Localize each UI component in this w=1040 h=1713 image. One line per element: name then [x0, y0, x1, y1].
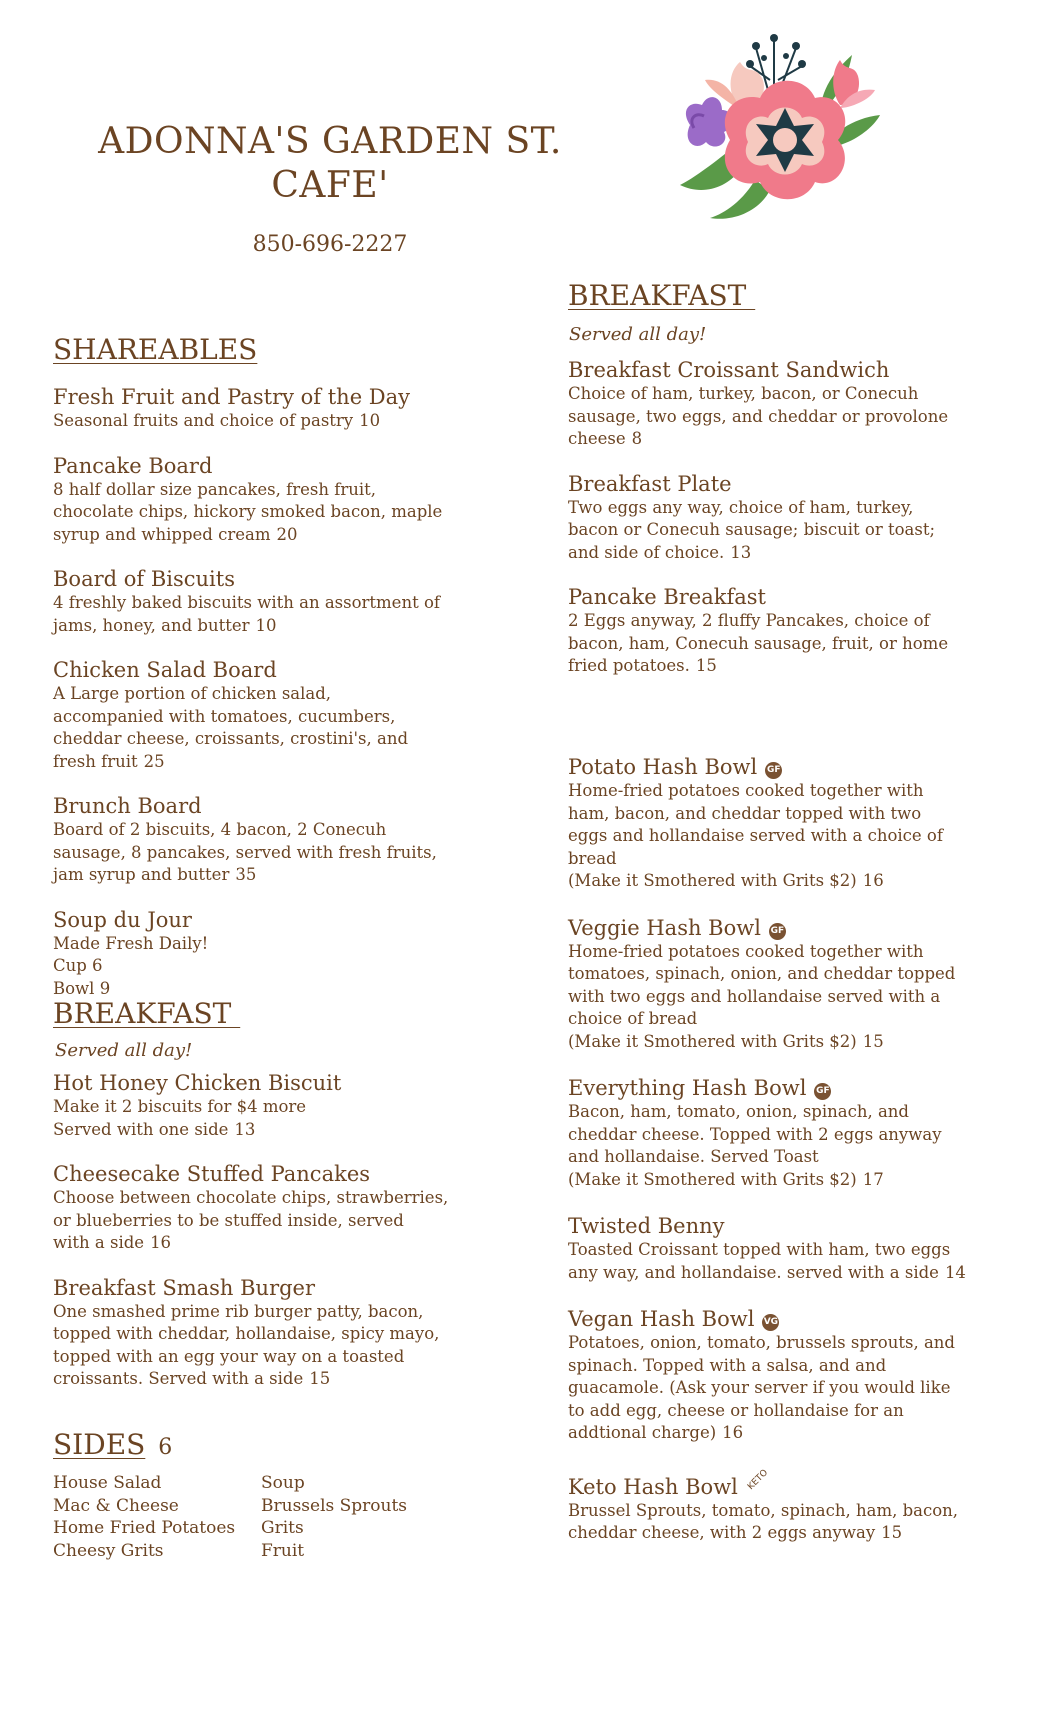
menu-item-price: 8 — [631, 429, 643, 448]
description-text: Seasonal fruits and choice of pastry — [53, 411, 354, 430]
shareables-list — [53, 384, 483, 1020]
menu-item-name-row — [53, 566, 483, 592]
menu-item-name: Breakfast Plate — [568, 471, 732, 496]
menu-item-name: Breakfast Croissant Sandwich — [568, 358, 890, 382]
description-line — [568, 1522, 998, 1545]
description-text: to add egg, cheese or hollandaise for an — [568, 1400, 904, 1420]
menu-item-price: 13 — [730, 542, 752, 562]
description-text: Home-fried potatoes cooked together with — [568, 941, 924, 961]
description-text: eggs and hollandaise served with a choice of — [568, 826, 943, 845]
menu-item — [53, 1161, 483, 1255]
menu-item — [53, 566, 483, 637]
description-text: Bacon, ham, tomato, onion, spinach, and — [568, 1102, 909, 1121]
description-line — [568, 963, 998, 986]
gluten-free-badge-icon: GF — [765, 762, 782, 779]
shareables-heading: SHAREABLES — [53, 333, 258, 366]
description-text: Choose between chocolate chips, strawberries, — [53, 1188, 449, 1207]
menu-item-description — [53, 1187, 483, 1255]
description-text: Board of 2 biscuits, 4 bacon, 2 Conecuh — [53, 820, 387, 839]
description-text: (Make it Smothered with Grits $2) — [568, 1169, 857, 1189]
description-text: cheese — [568, 429, 626, 448]
menu-item-price: 35 — [235, 865, 257, 884]
breakfast-left-subheading: Served all day! — [55, 1040, 193, 1061]
menu-item-name: Keto Hash Bowl — [568, 1474, 738, 1499]
description-text: topped with an egg your way on a toasted — [53, 1346, 405, 1366]
description-line — [53, 1210, 483, 1233]
side-item: Cheesy Grits — [53, 1540, 164, 1561]
description-text: choice of bread — [568, 1009, 698, 1028]
description-line — [53, 1187, 483, 1210]
side-item: Grits — [261, 1518, 304, 1538]
description-text: bacon, ham, Conecuh sausage, fruit, or home — [568, 633, 949, 653]
description-line — [53, 864, 483, 887]
menu-item-name-row — [53, 1275, 483, 1301]
description-line — [53, 751, 483, 774]
description-text: or blueberries to be stuffed inside, served — [53, 1210, 404, 1230]
breakfast-right-subheading: Served all day! — [569, 324, 707, 345]
menu-item-price: 17 — [862, 1169, 884, 1189]
vegan-badge-icon: VG — [762, 1314, 779, 1331]
description-line — [568, 1355, 998, 1378]
menu-item-price: 10 — [359, 411, 381, 430]
description-text: chocolate chips, hickory smoked bacon, maple — [53, 502, 443, 521]
menu-item — [53, 1070, 483, 1141]
description-text: 8 half dollar size pancakes, fresh fruit, — [53, 479, 376, 499]
description-line — [568, 1008, 998, 1031]
cafe-title — [60, 120, 600, 208]
menu-item-name-row — [568, 1075, 998, 1101]
description-text: and hollandaise. Served Toast — [568, 1147, 819, 1166]
description-line — [53, 706, 483, 729]
menu-item — [568, 1467, 998, 1545]
description-line — [53, 1323, 483, 1346]
description-text: any way, and hollandaise. served with a side — [568, 1262, 939, 1282]
description-line — [568, 1101, 998, 1124]
description-line — [53, 615, 483, 638]
menu-item-name: Board of Biscuits — [53, 567, 235, 591]
description-line — [568, 986, 998, 1009]
description-text: topped with cheddar, hollandaise, spicy mayo, — [53, 1324, 440, 1343]
description-line — [568, 542, 998, 565]
description-line — [53, 842, 483, 865]
description-text: sausage, two eggs, and cheddar or provolone — [568, 406, 949, 426]
menu-item-price: 15 — [862, 1031, 884, 1051]
breakfast-left-list — [53, 1070, 483, 1411]
menu-item-description — [53, 1096, 483, 1141]
description-line — [53, 524, 483, 547]
description-text: with a side — [53, 1233, 145, 1252]
menu-item-description — [53, 1301, 483, 1391]
menu-item — [53, 453, 483, 547]
menu-item-name: Soup du Jour — [53, 907, 192, 932]
menu-item-price: 16 — [150, 1233, 172, 1252]
description-text: bacon or Conecuh sausage; biscuit or toast; — [568, 520, 936, 539]
sides-heading: SIDES — [53, 1428, 146, 1461]
description-line — [53, 1096, 483, 1119]
description-line — [53, 592, 483, 615]
menu-item-price: 14 — [944, 1262, 966, 1282]
description-text: with two eggs and hollandaise served with a — [568, 986, 941, 1006]
menu-item-description — [53, 410, 483, 433]
description-line — [53, 1301, 483, 1324]
description-line — [53, 479, 483, 502]
menu-item-name: Hot Honey Chicken Biscuit — [53, 1071, 342, 1095]
description-text: cheddar cheese. Topped with 2 eggs anyway — [568, 1124, 942, 1144]
menu-item-price: 16 — [722, 1423, 744, 1442]
side-item: Soup — [261, 1473, 305, 1493]
gluten-free-badge-icon: GF — [769, 923, 786, 940]
description-text: Home-fried potatoes cooked together with — [568, 781, 924, 800]
description-line — [568, 1169, 998, 1192]
description-line — [568, 406, 998, 429]
description-line — [53, 728, 483, 751]
menu-item — [53, 384, 483, 433]
description-text: and side of choice. — [568, 542, 725, 562]
menu-item-description — [568, 383, 998, 451]
menu-item — [53, 657, 483, 773]
menu-item-description — [568, 1332, 998, 1445]
description-text: addtional charge) — [568, 1423, 717, 1442]
menu-item-description — [568, 1101, 998, 1191]
description-line — [568, 610, 998, 633]
menu-item-description — [568, 1239, 998, 1284]
description-text: 2 Eggs anyway, 2 fluffy Pancakes, choice of — [568, 611, 930, 630]
description-text: (Make it Smothered with Grits $2) — [568, 1031, 857, 1051]
menu-item — [568, 584, 998, 678]
description-text: Bowl 9 — [53, 978, 111, 998]
cafe-title-line-1: ADONNA'S GARDEN ST. — [98, 121, 562, 162]
description-line — [53, 1119, 483, 1142]
description-text: Made Fresh Daily! — [53, 933, 209, 953]
description-text: Served with one side — [53, 1119, 229, 1139]
description-line — [53, 933, 483, 956]
description-text: spinach. Topped with a salsa, and and — [568, 1355, 887, 1375]
description-line — [53, 410, 483, 433]
menu-item-description — [53, 479, 483, 547]
description-text: fried potatoes. — [568, 656, 690, 675]
menu-item-name: Brunch Board — [53, 794, 202, 818]
description-text: Cup 6 — [53, 956, 103, 975]
side-item: Fruit — [261, 1540, 305, 1561]
description-text: A Large portion of chicken salad, — [53, 684, 332, 703]
side-item: House Salad — [53, 1473, 162, 1493]
description-text: Make it 2 biscuits for $4 more — [53, 1097, 307, 1116]
description-text: jams, honey, and butter — [53, 615, 250, 635]
menu-item-name: Chicken Salad Board — [53, 658, 277, 682]
description-line — [568, 1400, 998, 1423]
sides-price: 6 — [158, 1435, 173, 1460]
menu-item — [568, 915, 998, 1054]
sides-heading-row — [53, 1428, 172, 1461]
menu-item-name-row — [568, 471, 998, 497]
menu-item-name: Breakfast Smash Burger — [53, 1275, 316, 1300]
description-text: ham, bacon, and cheddar topped with two — [568, 803, 922, 823]
description-line — [53, 1346, 483, 1369]
menu-item — [53, 907, 483, 1001]
breakfast-right-list-1 — [568, 357, 998, 698]
menu-item-price: 15 — [309, 1369, 331, 1388]
description-line — [568, 1422, 998, 1445]
menu-item-name: Pancake Board — [53, 453, 213, 478]
menu-item-name: Fresh Fruit and Pastry of the Day — [53, 385, 411, 409]
description-text: Brussel Sprouts, tomato, spinach, ham, bacon, — [568, 1500, 959, 1520]
menu-item-name-row — [568, 357, 998, 383]
description-line — [568, 1146, 998, 1169]
menu-item-name: Pancake Breakfast — [568, 585, 766, 609]
menu-item-name-row — [53, 1161, 483, 1187]
description-line — [568, 803, 998, 826]
description-text: jam syrup and butter — [53, 865, 230, 884]
menu-item-name: Potato Hash Bowl — [568, 755, 758, 779]
menu-item-price: 10 — [255, 615, 277, 635]
description-line — [568, 870, 998, 893]
menu-item-name: Cheesecake Stuffed Pancakes — [53, 1162, 371, 1186]
description-line — [568, 1500, 998, 1523]
description-line — [53, 683, 483, 706]
menu-item-description — [568, 497, 998, 565]
description-text: 4 freshly baked biscuits with an assortment of — [53, 593, 440, 612]
menu-item — [568, 1306, 998, 1445]
menu-item-name: Veggie Hash Bowl — [568, 915, 761, 940]
menu-item-name: Vegan Hash Bowl — [568, 1307, 755, 1331]
description-text: Two eggs any way, choice of ham, turkey, — [568, 497, 914, 517]
description-line — [568, 1377, 998, 1400]
menu-item-description — [53, 819, 483, 887]
menu-item — [53, 1275, 483, 1391]
description-line — [53, 955, 483, 978]
description-text: (Make it Smothered with Grits $2) — [568, 871, 857, 890]
description-line — [568, 655, 998, 678]
side-item: Mac & Cheese — [53, 1495, 179, 1516]
menu-item-description — [568, 610, 998, 678]
menu-item-name-row — [568, 1467, 998, 1500]
menu-item-price: 25 — [143, 751, 165, 771]
breakfast-right-list-2 — [568, 754, 998, 1567]
menu-item-name: Everything Hash Bowl — [568, 1076, 807, 1100]
description-line — [568, 1031, 998, 1054]
description-text: guacamole. (Ask your server if you would like — [568, 1378, 951, 1397]
menu-item-name-row — [53, 793, 483, 819]
description-text: fresh fruit — [53, 751, 138, 771]
description-text: Toasted Croissant topped with ham, two eggs — [568, 1240, 951, 1259]
menu-item — [568, 1075, 998, 1191]
description-text: cheddar cheese, with 2 eggs anyway — [568, 1523, 876, 1542]
description-text: tomatoes, spinach, onion, and cheddar topped — [568, 964, 956, 983]
menu-item-name-row — [568, 584, 998, 610]
menu-item-description — [53, 683, 483, 773]
menu-item-description — [568, 780, 998, 893]
menu-item-name-row — [568, 1213, 998, 1239]
description-line — [568, 428, 998, 451]
menu-item-price: 16 — [862, 871, 884, 890]
menu-item — [53, 793, 483, 887]
phone-number: 850-696-2227 — [252, 232, 408, 257]
menu-item-price: 15 — [695, 656, 717, 675]
menu-item-name-row — [53, 657, 483, 683]
description-text: sausage, 8 pancakes, served with fresh fruits, — [53, 842, 437, 862]
menu-item-description — [53, 933, 483, 1001]
menu-item-description — [568, 1500, 998, 1545]
description-line — [53, 501, 483, 524]
menu-item-name: Twisted Benny — [568, 1214, 725, 1238]
description-text: croissants. Served with a side — [53, 1369, 304, 1388]
description-line — [568, 780, 998, 803]
description-line — [53, 1232, 483, 1255]
description-line — [568, 1332, 998, 1355]
menu-item-description — [568, 941, 998, 1054]
description-line — [568, 497, 998, 520]
menu-item-price: 20 — [276, 524, 298, 544]
description-line — [53, 1368, 483, 1391]
description-line — [568, 1124, 998, 1147]
cafe-title-line-2: CAFE' — [271, 165, 389, 206]
menu-item-name-row — [53, 453, 483, 479]
menu-item-name-row — [53, 907, 483, 933]
description-line — [568, 1262, 998, 1285]
description-text: bread — [568, 848, 617, 868]
description-line — [568, 941, 998, 964]
description-text: accompanied with tomatoes, cucumbers, — [53, 706, 396, 726]
menu-item-price: 15 — [881, 1523, 903, 1542]
menu-item — [568, 471, 998, 565]
side-item: Brussels Sprouts — [261, 1495, 408, 1516]
keto-badge-icon: KETO — [745, 1467, 771, 1492]
menu-item — [568, 357, 998, 451]
menu-item — [568, 754, 998, 893]
description-text: Choice of ham, turkey, bacon, or Conecuh — [568, 384, 919, 403]
menu-item-name-row — [568, 754, 998, 780]
description-line — [53, 819, 483, 842]
flower-bouquet-icon — [670, 30, 900, 220]
description-text: cheddar cheese, croissants, crostini's, and — [53, 729, 409, 748]
side-item: Home Fried Potatoes — [53, 1518, 236, 1538]
menu-item-name-row — [568, 1306, 998, 1332]
menu-item-name-row — [53, 1070, 483, 1096]
description-text: syrup and whipped cream — [53, 524, 271, 544]
menu-item-price: 13 — [234, 1119, 256, 1139]
menu-item-name-row — [53, 384, 483, 410]
description-line — [568, 519, 998, 542]
description-line — [568, 633, 998, 656]
sides-list — [53, 1472, 461, 1562]
menu-item-description — [53, 592, 483, 637]
breakfast-left-heading: BREAKFAST — [53, 997, 241, 1030]
description-text: One smashed prime rib burger patty, bacon, — [53, 1301, 424, 1321]
menu-item — [568, 1213, 998, 1284]
menu-item-name-row — [568, 915, 998, 941]
description-line — [568, 1239, 998, 1262]
breakfast-right-heading: BREAKFAST — [568, 279, 756, 312]
gluten-free-badge-icon: GF — [814, 1083, 831, 1100]
description-text: Potatoes, onion, tomato, brussels sprouts, and — [568, 1333, 955, 1352]
description-line — [568, 825, 998, 848]
description-line — [568, 383, 998, 406]
description-line — [568, 848, 998, 871]
